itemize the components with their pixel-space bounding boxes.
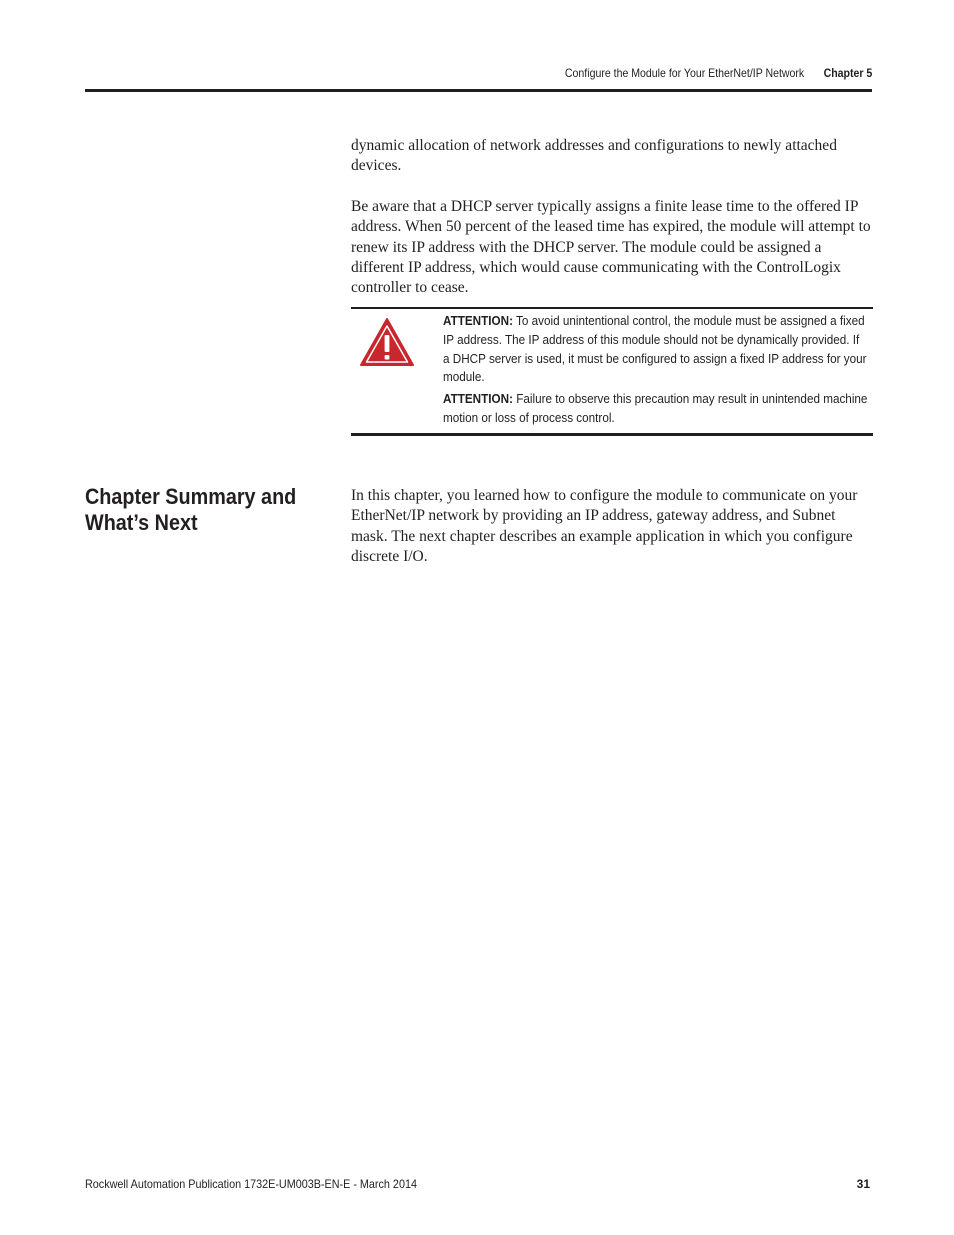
attention-label: ATTENTION: <box>443 313 513 328</box>
page-number: 31 <box>856 1177 870 1191</box>
running-header <box>565 66 872 80</box>
attention-item-2 <box>443 390 868 428</box>
attention-label: ATTENTION: <box>443 391 513 407</box>
footer-publication: Rockwell Automation Publication 1732E-UM003B-EN-E - March 2014 <box>85 1177 417 1191</box>
header-chapter: Chapter 5 <box>823 66 872 80</box>
section-paragraph: In this chapter, you learned how to configure the module to communicate on your EtherNet/IP network by providing an IP address, gateway address, and Subnet mask. The next chapter describes an example application in which you configure discrete I/O. <box>351 487 858 565</box>
header-title: Configure the Module for Your EtherNet/IP Network <box>564 66 804 80</box>
attention-box <box>351 307 873 436</box>
warning-triangle-icon <box>359 317 415 367</box>
attention-message: To avoid unintentional control, the module must be assigned a fixed IP address. The IP address of this module should not be dynamically provided. If a DHCP server is used, it must be configured to assign a fixed IP address for your module. <box>443 313 867 385</box>
attention-message: Failure to observe this precaution may result in unintended machine motion or loss of process control. <box>443 391 868 425</box>
attention-item-1 <box>443 312 868 387</box>
attention-text <box>443 312 868 428</box>
header-rule <box>85 89 872 92</box>
section-heading: Chapter Summary and What’s Next <box>85 484 297 535</box>
body-paragraph-1: dynamic allocation of network addresses and configurations to newly attached devices. <box>351 137 837 175</box>
body-paragraph-2: Be aware that a DHCP server typically assigns a finite lease time to the offered IP address. When 50 percent of the leased time has expired, the module will attempt to renew its IP address with the DHCP server. The module could be assigned a different IP address, which would cause communicating with the ControlLogix controller to cease. <box>351 198 871 297</box>
